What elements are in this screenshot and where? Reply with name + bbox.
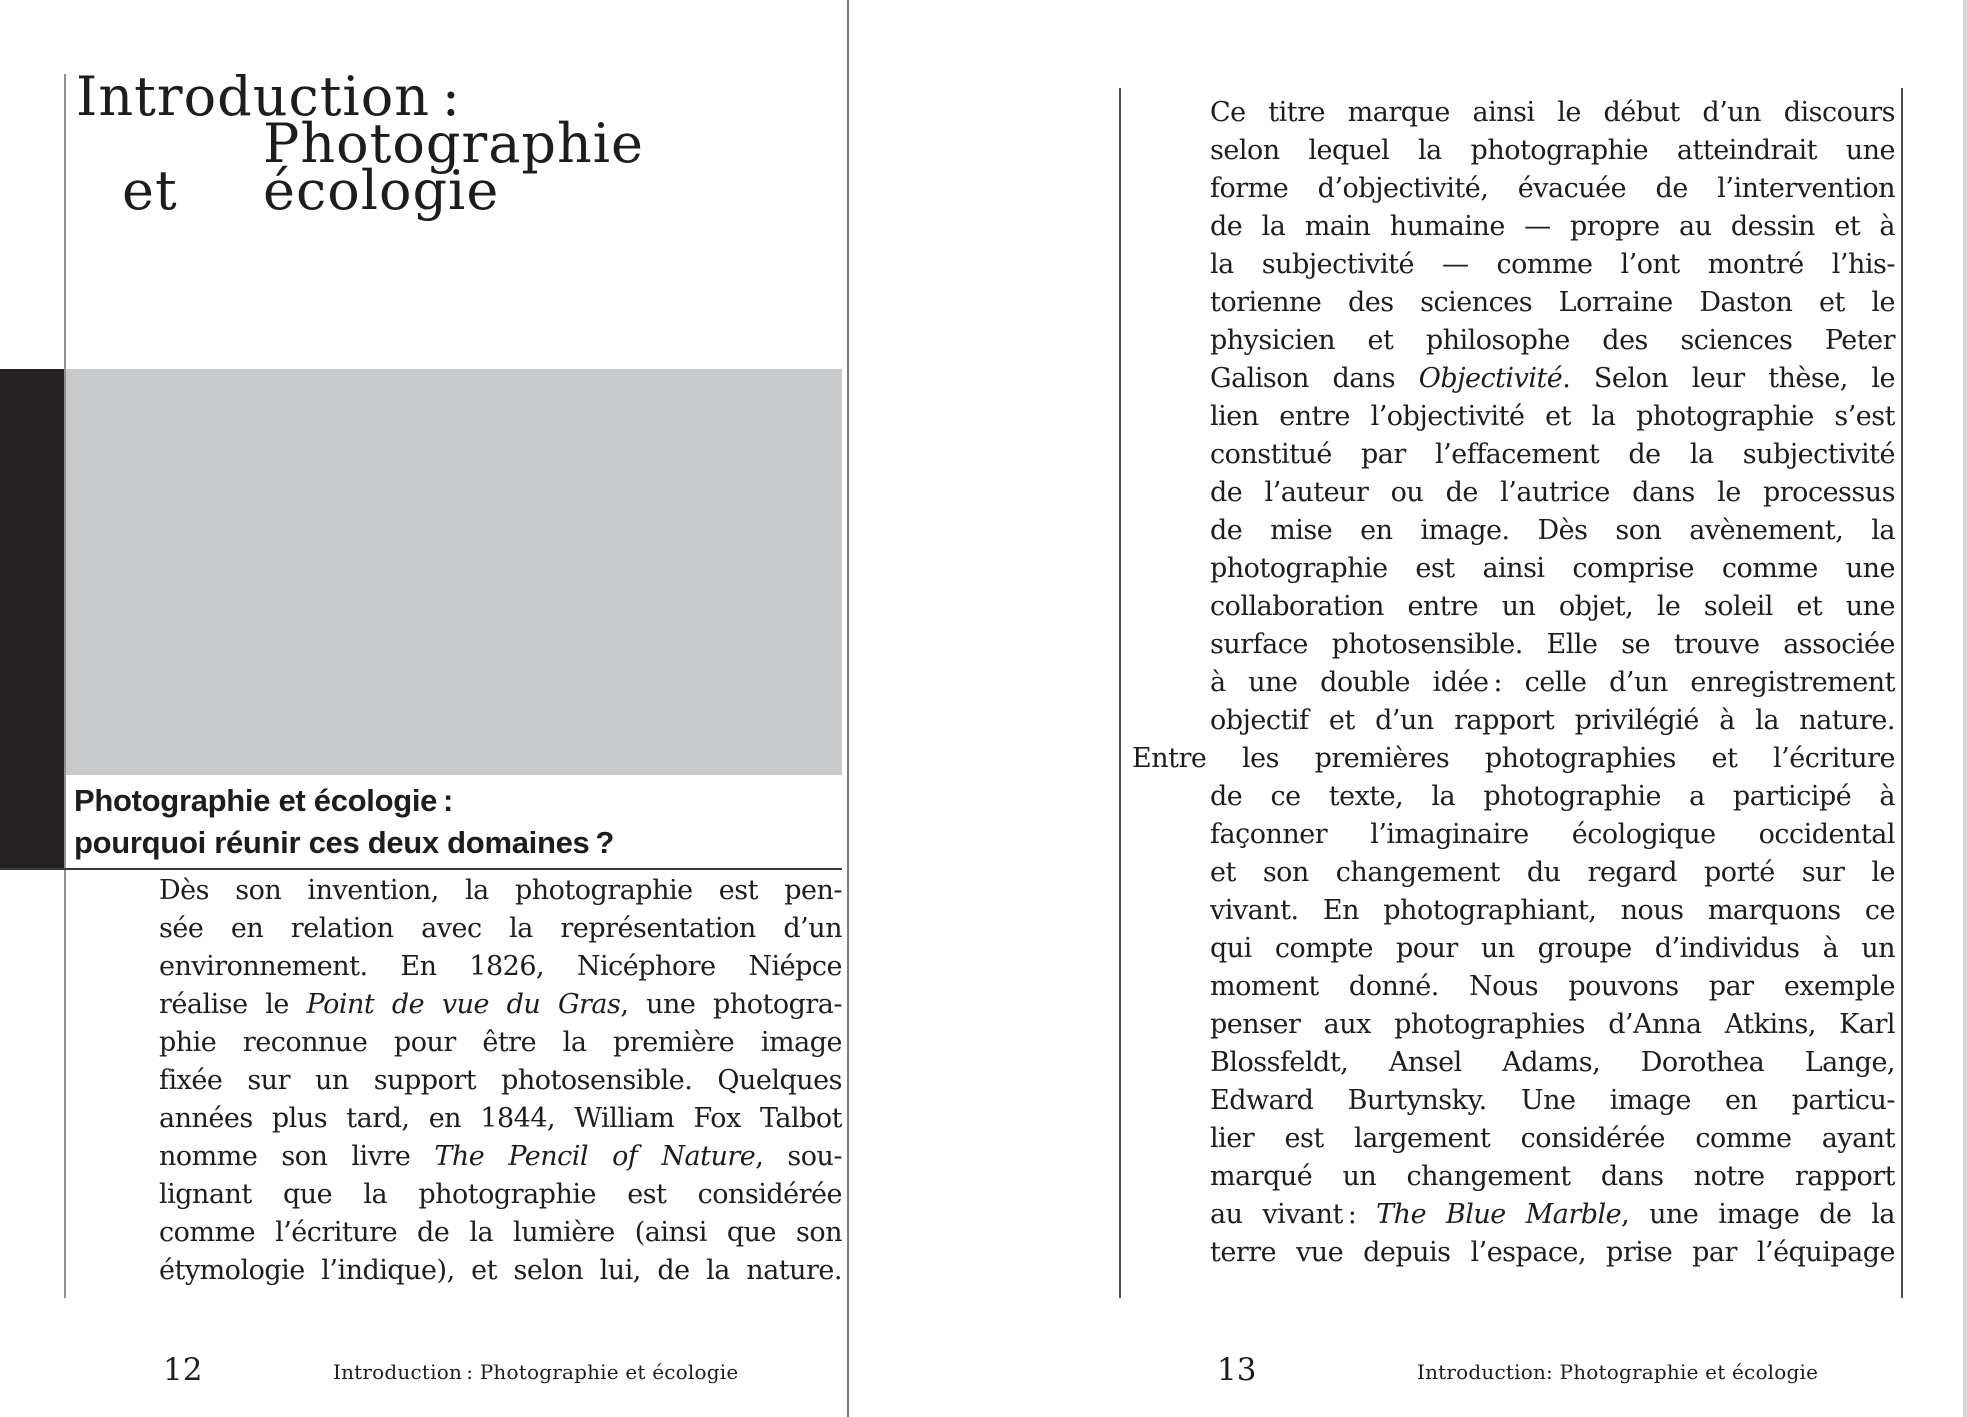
text-line: photographie est ainsi comprise comme une bbox=[1210, 553, 1895, 584]
text-line: au vivant : The Blue Marble, une image de la bbox=[1210, 1199, 1896, 1230]
section-divider-rule bbox=[0, 868, 842, 870]
chapter-title-line-3b: écologie bbox=[263, 159, 500, 222]
text-line: Galison dans Objectivité. Selon leur thèse, le bbox=[1210, 363, 1896, 394]
text-line: de l’auteur ou de l’autrice dans le processus bbox=[1210, 477, 1895, 508]
text-line: à une double idée : celle d’un enregistrement bbox=[1210, 667, 1895, 698]
right-page-body-text bbox=[1132, 94, 1896, 1272]
black-edge-bar bbox=[0, 369, 64, 868]
text-line: marqué un changement dans notre rapport bbox=[1210, 1161, 1895, 1192]
text-line: Blossfeldt, Ansel Adams, Dorothea Lange, bbox=[1210, 1047, 1895, 1078]
text-line: torienne des sciences Lorraine Daston et le bbox=[1210, 287, 1895, 318]
chapter-title-line-2: Photographie bbox=[263, 112, 644, 175]
text-line: terre vue depuis l’espace, prise par l’équipage bbox=[1210, 1237, 1895, 1268]
text-line: sée en relation avec la représentation d’un bbox=[159, 913, 842, 944]
text-line: qui compte pour un groupe d’individus à un bbox=[1210, 933, 1895, 964]
text-line: pourquoi réunir ces deux domaines ? bbox=[74, 825, 615, 860]
text-line: physicien et philosophe des sciences Peter bbox=[1210, 325, 1895, 356]
text-line: constitué par l’effacement de la subjectivité bbox=[1210, 439, 1895, 470]
text-line: de ce texte, la photographie a participé à bbox=[1210, 781, 1895, 812]
left-page-body-text bbox=[159, 872, 842, 1290]
page-edge-shadow bbox=[1963, 0, 1968, 1417]
text-line: nomme son livre The Pencil of Nature, sou- bbox=[159, 1141, 842, 1172]
chapter-title-line-1: Introduction : bbox=[76, 65, 461, 128]
right-page-number: 13 bbox=[1217, 1352, 1257, 1388]
text-line: objectif et d’un rapport privilégié à la nature. bbox=[1210, 705, 1895, 736]
text-line: lier est largement considérée comme ayant bbox=[1210, 1123, 1895, 1154]
text-line: Edward Burtynsky. Une image en particu- bbox=[1210, 1085, 1895, 1116]
text-line: lignant que la photographie est considérée bbox=[159, 1179, 842, 1210]
text-line: selon lequel la photographie atteindrait une bbox=[1210, 135, 1895, 166]
text-line: Dès son invention, la photographie est pen- bbox=[159, 875, 842, 906]
text-line: environnement. En 1826, Nicéphore Niépce bbox=[159, 951, 842, 982]
right-column-left-rule bbox=[1119, 88, 1121, 1298]
text-line: Ce titre marque ainsi le début d’un discours bbox=[1210, 97, 1895, 128]
right-column-right-rule bbox=[1901, 88, 1903, 1298]
gutter-rule bbox=[847, 0, 849, 1417]
text-line: phie reconnue pour être la première image bbox=[159, 1027, 842, 1058]
right-running-title: Introduction: Photographie et écologie bbox=[1417, 1360, 1819, 1384]
section-subhead bbox=[74, 780, 794, 864]
text-line: de la main humaine — propre au dessin et à bbox=[1210, 211, 1895, 242]
text-line: Photographie et écologie : bbox=[74, 783, 454, 818]
text-line: étymologie l’indique), et selon lui, de la nature. bbox=[159, 1255, 842, 1286]
chapter-title-line-3a: et bbox=[122, 159, 178, 222]
text-line: penser aux photographies d’Anna Atkins, Karl bbox=[1210, 1009, 1895, 1040]
text-line: la subjectivité — comme l’ont montré l’his- bbox=[1210, 249, 1895, 280]
text-line: comme l’écriture de la lumière (ainsi que son bbox=[159, 1217, 842, 1248]
text-line: fixée sur un support photosensible. Quelques bbox=[159, 1065, 842, 1096]
text-line: façonner l’imaginaire écologique occidental bbox=[1210, 819, 1895, 850]
text-line: moment donné. Nous pouvons par exemple bbox=[1210, 971, 1895, 1002]
text-line: Entre les premières photographies et l’écriture bbox=[1132, 743, 1895, 774]
text-line: collaboration entre un objet, le soleil et une bbox=[1210, 591, 1895, 622]
text-line: surface photosensible. Elle se trouve associée bbox=[1210, 629, 1895, 660]
text-line: réalise le Point de vue du Gras, une photogra- bbox=[159, 989, 842, 1020]
text-line: années plus tard, en 1844, William Fox Talbot bbox=[159, 1103, 842, 1134]
text-line: vivant. En photographiant, nous marquons ce bbox=[1210, 895, 1895, 926]
gray-image-placeholder bbox=[66, 369, 842, 775]
left-page-number: 12 bbox=[163, 1352, 203, 1388]
text-line: de mise en image. Dès son avènement, la bbox=[1210, 515, 1895, 546]
text-line: lien entre l’objectivité et la photographie s’est bbox=[1210, 401, 1895, 432]
left-running-title: Introduction : Photographie et écologie bbox=[333, 1360, 739, 1384]
text-line: forme d’objectivité, évacuée de l’intervention bbox=[1210, 173, 1895, 204]
text-line: et son changement du regard porté sur le bbox=[1210, 857, 1895, 888]
